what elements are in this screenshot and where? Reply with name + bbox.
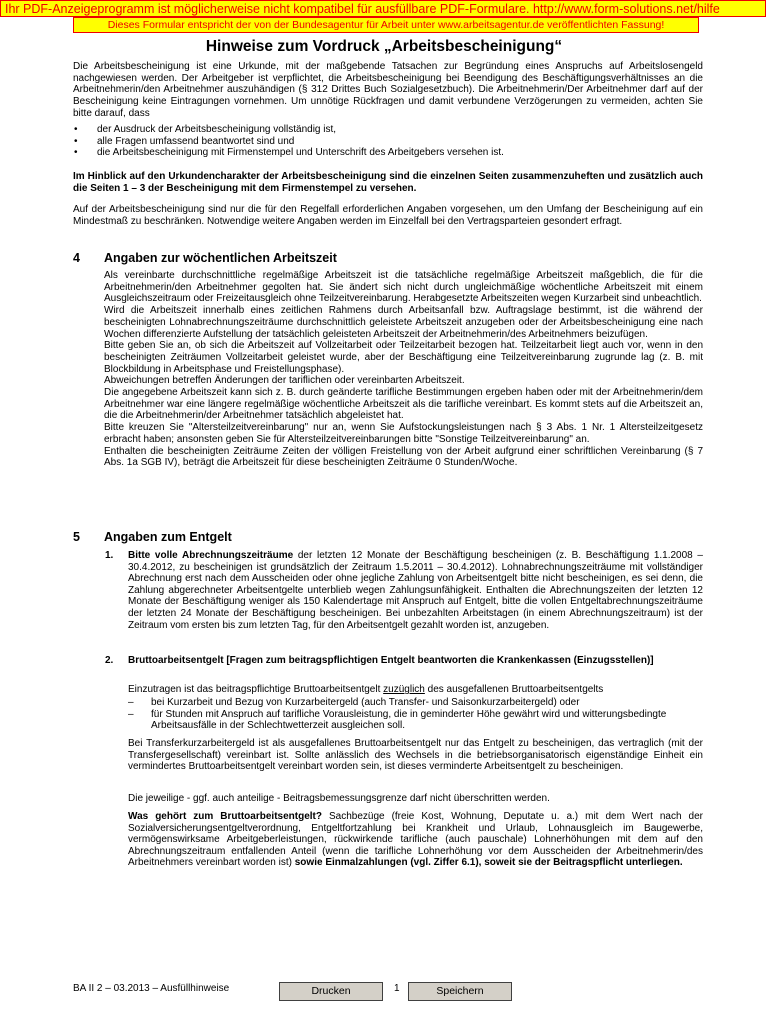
- intro-paragraph: Die Arbeitsbescheinigung ist eine Urkunde, mit der maßgebende Tatsachen zur Begründung eines Anspruchs auf Arbeitslosengeld nachgewiesen werden. Der Arbeitgeber ist verpflichtet, die Arbeitsbescheinigung bei Beendigung des Beschäftigungsverhältnisses an die Arbeitnehmerin/den Arbeitnehmer auszuhändigen (§ 312 Drittes Buch Sozialgesetzbuch). Die Arbeitnehmerin/Der Arbeitnehmer darf auf der Bescheinigung keine Eintragungen vornehmen. Um unnötige Rückfragen und damit verbundene Verzögerungen zu vermeiden, achten Sie bitte darauf, dass: [73, 61, 703, 119]
- intro-bullet-list: [73, 124, 703, 159]
- question-lead: Was gehört zum Bruttoarbeitsentgelt?: [128, 811, 322, 822]
- item-number: 1.: [105, 550, 114, 561]
- section-4-paragraph: Enthalten die bescheinigten Zeiträume Zeiten der völligen Freistellung von der Arbeit aufgrund einer schriftlichen Vereinbarung (§ 7 Abs. 1a SGB IV), beträgt die Arbeitszeit für diese bescheinigten Zeiträume 0 Stunden/Woche.: [104, 445, 703, 469]
- list-item: – bei Kurzarbeit und Bezug von Kurzarbeitergeld (auch Transfer- und Saisonkurzarbeitergeld) oder: [128, 697, 703, 709]
- section-4-paragraph: Abweichungen betreffen Änderungen der tariflichen oder vereinbarten Arbeitszeit.: [104, 375, 465, 387]
- print-button[interactable]: Drucken: [279, 982, 383, 1001]
- form-notice: Dieses Formular entspricht der von der Bundesagentur für Arbeit unter www.arbeitsagentur.de veröffentlichten Fassung!: [73, 17, 699, 33]
- item-number: 2.: [105, 655, 114, 666]
- compatibility-warning: Ihr PDF-Anzeigeprogramm ist möglicherweise nicht kompatibel für ausfüllbare PDF-Formulare. http://www.form-solutions.net/hilfe: [0, 0, 766, 17]
- form-identifier: BA II 2 – 03.2013 – Ausfüllhinweise: [73, 983, 230, 994]
- section-4-paragraph: Bitte kreuzen Sie "Altersteilzeitvereinbarung" nur an, wenn Sie Aufstockungsleistungen nach § 3 Abs. 1 Nr. 1 Altersteilzeitgesetz erbracht haben; ansonsten geben Sie für Altersteilzeitvereinbarungen bitte "Sonstige Teilzeitvereinbarung" an.: [104, 422, 703, 445]
- item-heading: Bruttoarbeitsentgelt [Fragen zum beitragspflichtigen Entgelt beantworten die Krankenkassen (Einzugsstellen)]: [128, 655, 654, 666]
- list-item: • der Ausdruck der Arbeitsbescheinigung vollständig ist,: [73, 124, 703, 136]
- transfer-paragraph: Bei Transferkurzarbeitergeld ist als ausgefallenes Bruttoarbeitsentgelt nur das Entgelt zu bescheinigen, das vertraglich (mit der Transfergesellschaft) vereinbart ist. Sollte anlässlich des Wechsels in die betriebsorganisatorisch eigenständige Einheit ein vermindertes Bruttoarbeitsentgelt vereinbart worden sein, ist dieses verminderte Arbeitsentgelt zu bescheinigen.: [128, 738, 703, 773]
- page-number: 1: [394, 983, 400, 994]
- section-4-body: [104, 270, 703, 469]
- save-button[interactable]: Speichern: [408, 982, 512, 1001]
- entgelt-item-2-heading: [105, 655, 703, 667]
- underlined-term: zuzüglich: [383, 684, 425, 695]
- list-item: – für Stunden mit Anspruch auf tarifliche Vorausleistung, die in geminderter Höhe gewährt wird und witterungsbedingte Arbeitsausfälle in der Schlechtwetterzeit ausgleichen soll.: [128, 709, 703, 732]
- section-number: 4: [73, 251, 80, 265]
- list-item: • alle Fragen umfassend beantwortet sind und: [73, 136, 703, 148]
- item-text: der letzten 12 Monate der Beschäftigung bescheinigen (z. B. Beschäftigung 1.1.2008 – 30.4.2012, zu bescheinigen ist grundsätzlich der Zeitraum 1.5.2011 – 30.4.2012). Lohnabrechnungszeiträume mit vollständiger Abrechnung erst nach dem Ausscheiden oder ohne jegliche Zahlung von Arbeitsentgelt bitte nicht bescheinigen, es sei denn, die Zahlung abgerechneter Arbeitsentgelte unterblieb wegen Zahlungsunfähigkeit. Enthalten die Abrechnungszeiten der letzten 12 Monate der Beschäftigung weniger als 150 Kalendertage mit Anspruch auf Entgelt, bitte die vollen Entgeltabrechnungszeiträume der letzten 24 Monate der Beschäftigung bescheinigen. Bei unbezahlten Arbeitstagen (in einem Abrechnungszeitraum) ist der Zeitraum vom ersten bis zum letzten Tag, für den Arbeitsentgelt gezahlt worden ist, anzugeben.: [128, 550, 703, 631]
- section-4-paragraph: Die angegebene Arbeitszeit kann sich z. B. durch geänderte tarifliche Bestimmungen ergeben haben oder mit der Arbeitnehmerin/dem Arbeitnehmer war eine längere regelmäßige wöchentliche Arbeitszeit als die tarifliche vereinbart. Es kommt stets auf die Arbeitszeit an, die die Arbeitnehmerin/der Arbeitnehmer tatsächlich abgeleistet hat.: [104, 387, 703, 422]
- scope-paragraph: Auf der Arbeitsbescheinigung sind nur die für den Regelfall erforderlichen Angaben vorgesehen, um den Umfang der Bescheinigung auf ein Mindestmaß zu beschränken. Notwendige weitere Angaben werden im Einzelfall bei den Vertragsparteien gesondert erfragt.: [73, 204, 703, 227]
- definition-text: Sachbezüge (freie Kost, Wohnung, Deputate u. a.) mit dem Wert nach der Sozialversicherungsentgeltverordnung, Entgeltfortzahlung bei Krankheit und Urlaub, Lohnausgleich im Baugewerbe, vermögenswirksame Arbeitgeberleistungen, rückwirkende tarifliche (auch pauschale) Lohnerhöhungen mit dem auf den Abrechnungszeitraum entfallenden Anteil (wenn die tarifliche Lohnerhöhung vor dem Ausscheiden der Arbeitnehmerin/des Arbeitnehmers vereinbart worden ist): [128, 811, 703, 869]
- stamp-note: Im Hinblick auf den Urkundencharakter der Arbeitsbescheinigung sind die einzelnen Seiten zusammenzuheften und zusätzlich auch die Seiten 1 – 3 der Bescheinigung mit dem Firmenstempel zu versehen.: [73, 171, 703, 194]
- section-4-paragraph: Bitte geben Sie an, ob sich die Arbeitszeit auf Vollzeitarbeit oder Teilzeitarbeit bezogen hat. Teilzeitarbeit liegt auch vor, wenn in den bescheinigten Zeiträumen Vollzeitarbeit geleistet wurde, aber der Beschäftigung eine Teilzeitvereinbarung zugrunde lag (z. B. mit Blockbildung in Arbeitsphase und Freistellungsphase).: [104, 340, 703, 375]
- item-lead: Bitte volle Abrechnungszeiträume: [128, 550, 294, 561]
- section-number: 5: [73, 530, 80, 544]
- section-4-paragraph: Wird die Arbeitszeit innerhalb eines zeitlichen Rahmens durch Arbeitsanfall bzw. Auftragslage bestimmt, ist die während der bescheinigten Lohnabrechnungszeiträume durchschnittlich geleistete Arbeitszeit anzugeben oder der Arbeitsbescheinigung eine nach Wochen differenzierte Aufstellung der tatsächlich geleisteten Arbeitszeit der Arbeitnehmerin/des Arbeitnehmers beizufügen.: [104, 305, 703, 340]
- entgelt-intro: [128, 684, 703, 696]
- intro-text: des ausgefallenen Bruttoarbeitsentgelts: [424, 684, 604, 695]
- list-item: • die Arbeitsbescheinigung mit Firmenstempel und Unterschrift des Arbeitgebers versehen ist.: [73, 147, 703, 159]
- definition-bold: sowie Einmalzahlungen (vgl. Ziffer 6.1), soweit sie der Beitragspflicht unterliegen.: [294, 857, 683, 869]
- bruttoentgelt-definition: [128, 811, 703, 869]
- section-title: Angaben zur wöchentlichen Arbeitszeit: [104, 251, 337, 265]
- section-4-paragraph: Als vereinbarte durchschnittliche regelmäßige Arbeitszeit ist die tatsächliche regelmäßige Arbeitszeit maßgeblich, die für die Arbeitnehmerin/den Arbeitnehmer gegolten hat. Sie ändert sich nicht durch ungleichmäßige wöchentliche Arbeitszeit mit einem Ausgleichszeitraum oder Freizeitausgleich ohne Teilzeitvereinbarung. Herabgesetzte Arbeitszeiten wegen Kurzarbeit sind unbeachtlich.: [104, 270, 703, 305]
- page-title: Hinweise zum Vordruck „Arbeitsbescheinigung“: [205, 38, 563, 55]
- limit-paragraph: Die jeweilige - ggf. auch anteilige - Beitragsbemessungsgrenze darf nicht überschritten werden.: [128, 793, 550, 804]
- intro-text: Einzutragen ist das beitragspflichtige Bruttoarbeitsentgelt: [128, 684, 384, 695]
- entgelt-dash-list: [128, 697, 703, 732]
- entgelt-item-1: [105, 550, 703, 631]
- section-title: Angaben zum Entgelt: [104, 530, 232, 544]
